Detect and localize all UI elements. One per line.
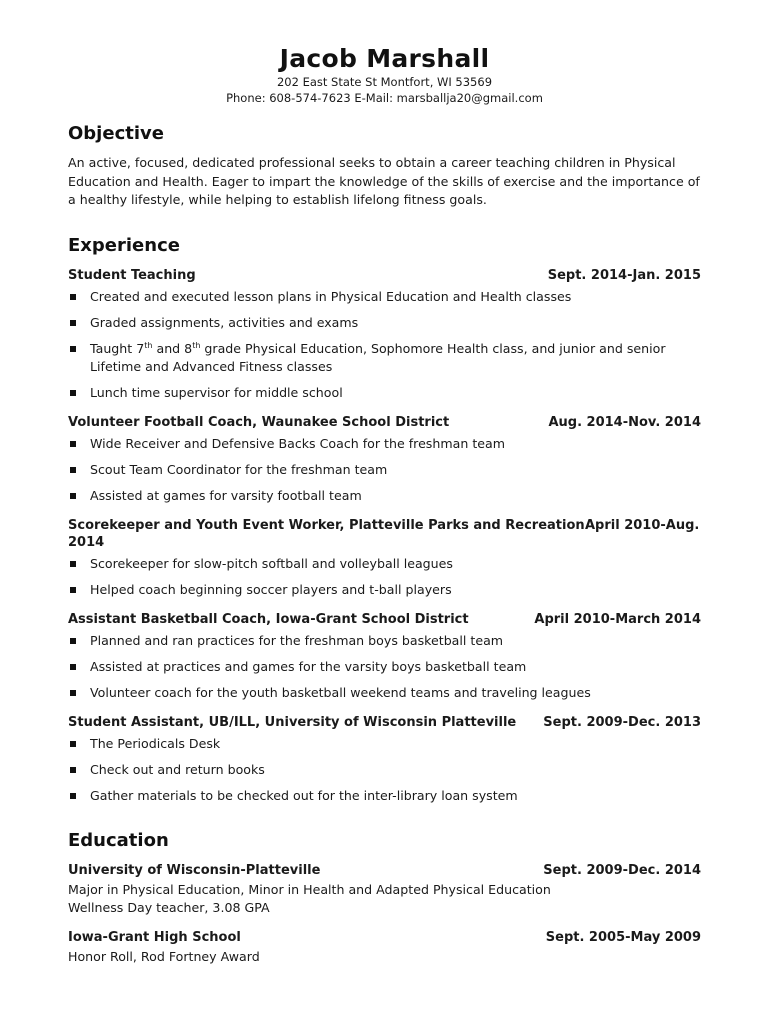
- list-item: Scout Team Coordinator for the freshman team: [68, 461, 701, 479]
- bullet-square-icon: [70, 320, 76, 326]
- job-title: Volunteer Football Coach, Waunakee School District: [68, 414, 450, 430]
- job-bullets: [68, 288, 701, 402]
- job-dates: April 2010-March 2014: [534, 611, 701, 627]
- bullet-square-icon: [70, 690, 76, 696]
- list-item: Taught 7th and 8th grade Physical Education, Sophomore Health class, and junior and senior Lifetime and Advanced Fitness classes: [68, 340, 701, 376]
- job-bullets: [68, 435, 701, 505]
- job-dates: Sept. 2014-Jan. 2015: [547, 267, 701, 283]
- list-item: Volunteer coach for the youth basketball weekend teams and traveling leagues: [68, 684, 701, 702]
- job-bullets: [68, 632, 701, 702]
- bullet-square-icon: [70, 793, 76, 799]
- school-name: Iowa-Grant High School: [68, 929, 241, 945]
- school-name: University of Wisconsin-Platteville: [68, 862, 321, 878]
- list-item: Gather materials to be checked out for the inter-library loan system: [68, 787, 701, 805]
- school-dates: Sept. 2005-May 2009: [545, 929, 701, 945]
- job-title: Student Assistant, UB/ILL, University of Wisconsin Platteville: [68, 714, 517, 730]
- bullet-square-icon: [70, 441, 76, 447]
- bullet-square-icon: [70, 561, 76, 567]
- job-title: Assistant Basketball Coach, Iowa-Grant School District: [68, 611, 469, 627]
- job-bullets: [68, 735, 701, 805]
- job-dates: Sept. 2009-Dec. 2013: [543, 714, 701, 730]
- list-item: Assisted at games for varsity football team: [68, 487, 701, 505]
- list-item: Wide Receiver and Defensive Backs Coach for the freshman team: [68, 435, 701, 453]
- job-header: [68, 611, 701, 628]
- school-header: [68, 929, 701, 946]
- school-header: [68, 862, 701, 879]
- experience-heading: Experience: [68, 234, 180, 256]
- bullet-square-icon: [70, 294, 76, 300]
- job-header: [68, 414, 701, 431]
- bullet-square-icon: [70, 467, 76, 473]
- bullet-square-icon: [70, 664, 76, 670]
- bullet-square-icon: [70, 741, 76, 747]
- contact-line: Phone: 608-574-7623 E-Mail: marsballja20@gmail.com: [226, 91, 543, 105]
- list-item: Scorekeeper for slow-pitch softball and volleyball leagues: [68, 555, 701, 573]
- list-item: Lunch time supervisor for middle school: [68, 384, 701, 402]
- list-item: Check out and return books: [68, 761, 701, 779]
- list-item: Graded assignments, activities and exams: [68, 314, 701, 332]
- objective-text: An active, focused, dedicated professional seeks to obtain a career teaching children in Physical Education and Health. Eager to impart the knowledge of the skills of exercise and the importance of a healthy lifestyle, while helping to establish lifelong fitness goals.: [68, 155, 700, 207]
- address-line: 202 East State St Montfort, WI 53569: [276, 75, 493, 89]
- bullet-square-icon: [70, 493, 76, 499]
- candidate-name: Jacob Marshall: [279, 44, 490, 73]
- bullet-square-icon: [70, 390, 76, 396]
- job-title: Scorekeeper and Youth Event Worker, Platteville Parks and Recreation: [68, 517, 585, 533]
- job-bullets: [68, 555, 701, 599]
- job-header: [68, 714, 701, 731]
- school-detail: Honor Roll, Rod Fortney Award: [68, 948, 260, 964]
- job-title: Student Teaching: [68, 267, 196, 283]
- bullet-square-icon: [70, 638, 76, 644]
- resume-page: [68, 0, 701, 966]
- job-header: [68, 517, 701, 551]
- list-item: Planned and ran practices for the freshman boys basketball team: [68, 632, 701, 650]
- job-dates-continued: 2014: [68, 534, 105, 550]
- resume-header: [68, 44, 701, 106]
- bullet-square-icon: [70, 767, 76, 773]
- job-header: [68, 267, 701, 284]
- objective-heading: Objective: [68, 123, 164, 144]
- bullet-square-icon: [70, 587, 76, 593]
- education-heading: Education: [68, 829, 169, 851]
- bullet-square-icon: [70, 346, 76, 352]
- list-item: The Periodicals Desk: [68, 735, 701, 753]
- school-detail: Major in Physical Education, Minor in Health and Adapted Physical Education: [68, 881, 551, 897]
- school-dates: Sept. 2009-Dec. 2014: [543, 862, 701, 878]
- list-item: Helped coach beginning soccer players and t-ball players: [68, 581, 701, 599]
- list-item: Assisted at practices and games for the varsity boys basketball team: [68, 658, 701, 676]
- school-detail: Wellness Day teacher, 3.08 GPA: [68, 900, 270, 915]
- job-dates: Aug. 2014-Nov. 2014: [548, 414, 701, 430]
- job-dates: April 2010-Aug.: [585, 517, 700, 533]
- list-item: Created and executed lesson plans in Physical Education and Health classes: [68, 288, 701, 306]
